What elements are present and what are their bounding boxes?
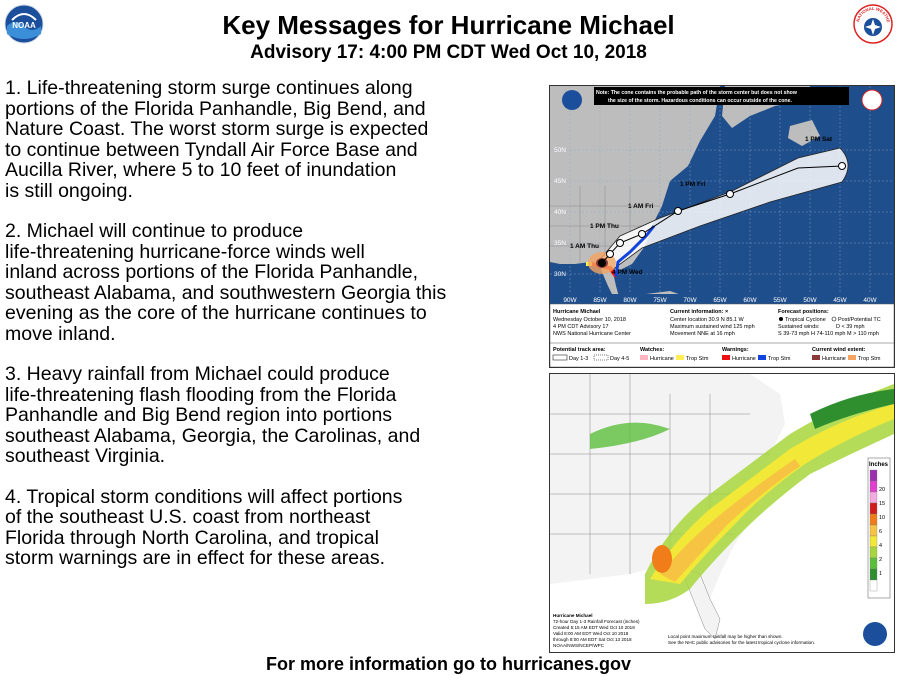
advisory-subtitle: Advisory 17: 4:00 PM CDT Wed Oct 10, 2018	[250, 42, 647, 63]
forecast-point	[617, 240, 624, 247]
rain-legend-value: 10	[879, 515, 886, 521]
rain-note: See the NHC public advisories for the latest tropical cyclone information.	[668, 640, 816, 645]
post-tc-legend: Post/Potential TC	[838, 317, 881, 323]
rain-legend-swatch	[870, 569, 877, 580]
cone-note-line: the size of the storm. Hazardous conditions can occur outside of the cone.	[608, 98, 792, 104]
post-tc-marker-icon	[832, 317, 836, 321]
warnings-label: Warnings:	[722, 347, 749, 353]
ts-wind-swatch	[848, 355, 856, 360]
rain-legend-swatch	[870, 536, 877, 547]
tc-marker-icon	[779, 317, 783, 321]
lon-label: 90W	[563, 297, 577, 304]
cone-note-line: Note: The cone contains the probable path of the storm center but does not show	[596, 90, 797, 96]
rain-caption: NOAA/NWS/NCEP/WPC	[553, 643, 605, 648]
forecast-label: 1 AM Thu	[570, 243, 600, 250]
forecast-point	[727, 191, 734, 198]
forecast-point	[639, 231, 646, 238]
wind-extent-label: Current wind extent:	[812, 347, 866, 353]
depression-legend: D < 39 mph	[836, 324, 865, 330]
rain-caption: Valid 8:00 AM EDT Wed Oct 10 2018	[553, 631, 629, 636]
lon-label: 55W	[773, 297, 787, 304]
key-message-1: 1. Life-threatening storm surge continues along portions of the Florida Panhandle, Big Bend, and Nature Coast. The worst storm surge is expected to continue between Tyndall Air Force Base and Aucilla River, where 5 to 10 feet of inundation is still ongoing.	[5, 77, 429, 202]
lat-label: 35N	[554, 240, 566, 247]
rain-legend-value: 6	[879, 529, 883, 535]
storm-name: Hurricane Michael	[553, 309, 601, 315]
forecast-point	[839, 163, 846, 170]
hurricane-warning-swatch	[722, 355, 730, 360]
hurricane-watch-swatch	[640, 355, 648, 360]
rain-legend-value: 1	[879, 571, 883, 577]
lon-label: 60W	[743, 297, 757, 304]
intensity-legend: S 39-73 mph H 74-110 mph M > 110 mph	[778, 331, 879, 337]
track-area-label: Potential track area:	[553, 347, 606, 353]
max-sustained-wind: Maximum sustained wind 125 mph	[670, 324, 755, 330]
ts-watch-legend: Trop Stm	[686, 356, 709, 362]
day45-legend: Day 4-5	[610, 356, 630, 362]
rain-legend-swatch	[870, 503, 877, 514]
forecast-point	[607, 251, 614, 258]
rain-legend-swatch	[870, 492, 877, 503]
watches-label: Watches:	[640, 347, 665, 353]
rain-caption: Hurricane Michael	[553, 613, 593, 618]
rain-legend-swatch	[870, 558, 877, 569]
nws-small-logo-icon	[862, 90, 882, 110]
rain-legend-swatch	[870, 470, 877, 481]
hurricane-wind-legend: Hurricane	[822, 356, 846, 362]
nws-logo-icon	[853, 4, 893, 44]
rain-legend-swatch	[870, 580, 877, 591]
forecast-label: 1 PM Thu	[590, 223, 619, 230]
lon-label: 65W	[713, 297, 727, 304]
issuing-center: NWS National Hurricane Center	[553, 331, 631, 337]
ts-watch-swatch	[676, 355, 684, 360]
rain-legend-bars	[870, 470, 877, 591]
current-info-label: Current information: ×	[670, 309, 729, 315]
lon-label: 50W	[803, 297, 817, 304]
page-title: Key Messages for Hurricane Michael	[222, 10, 675, 40]
forecast-point-current	[598, 259, 606, 267]
center-location: Center location 30.9 N 85.1 W	[670, 317, 744, 323]
forecast-label: 1 PM Sat	[805, 136, 833, 143]
lat-label: 40N	[554, 209, 566, 216]
storm-movement: Movement NNE at 16 mph	[670, 331, 735, 337]
advisory-date: Wednesday October 10, 2018	[553, 317, 626, 323]
lon-label: 70W	[683, 297, 697, 304]
rain-max-area	[652, 545, 672, 573]
rain-caption: through 8:00 AM EDT Sat Oct 13 2018	[553, 637, 632, 642]
rain-caption: 72-hour Day 1-3 Rainfall Forecast (inches)	[553, 619, 640, 624]
rain-legend-value: 2	[879, 557, 883, 563]
forecast-label: 1 AM Fri	[628, 203, 654, 210]
hurricane-watch-legend: Hurricane	[650, 356, 674, 362]
rain-legend-value: 15	[879, 501, 886, 507]
key-message-3: 3. Heavy rainfall from Michael could produce life-threatening flash flooding from the Florida Panhandle and Big Bend region into portions southeast Alabama, Georgia, the Carolinas, and southeast Virginia.	[5, 363, 421, 467]
forecast-positions-label: Forecast positions:	[778, 309, 829, 315]
rain-note: Local point maximum rainfall may be higher than shown.	[668, 634, 783, 639]
nws-logo-label: NATIONAL WEATHE	[855, 5, 891, 23]
rain-legend-swatch	[870, 514, 877, 525]
rain-legend-title: Inches	[869, 462, 889, 468]
lon-label: 80W	[623, 297, 637, 304]
noaa-rain-logo-icon	[863, 622, 887, 646]
rain-legend-swatch	[870, 547, 877, 558]
rain-caption: Created 5:15 AM EDT Wed Oct 10 2018	[553, 625, 635, 630]
ts-wind-legend: Trop Stm	[858, 356, 881, 362]
forecast-label: 1 PM Fri	[680, 181, 706, 188]
lat-label: 30N	[554, 271, 566, 278]
lon-label: 40W	[863, 297, 877, 304]
lon-label: 45W	[833, 297, 847, 304]
tc-legend: Tropical Cyclone	[785, 317, 826, 323]
key-message-4: 4. Tropical storm conditions will affect portions of the southeast U.S. coast from northeast Florida through North Carolina, and tropical storm warnings are in effect for these areas.	[5, 485, 403, 569]
day13-swatch	[553, 355, 567, 360]
lon-label: 75W	[653, 297, 667, 304]
lat-label: 50N	[554, 147, 566, 154]
rain-legend-value: 4	[879, 543, 883, 549]
key-message-2: 2. Michael will continue to produce life-threatening hurricane-force winds well inland across portions of the Florida Panhandle, southeast Alabama, and southwestern Georgia this evening as the core of the hurricane continues to move inland.	[5, 220, 447, 345]
noaa-logo-label: NOAA	[12, 21, 36, 30]
rain-legend-swatch	[870, 525, 877, 536]
footer-info: For more information go to hurricanes.gov	[265, 654, 632, 674]
noaa-small-logo-icon	[562, 90, 582, 110]
rain-legend-value: 20	[879, 487, 886, 493]
rain-legend-swatch	[870, 481, 877, 492]
sustained-winds-label: Sustained winds:	[778, 324, 820, 330]
track-cone-map	[549, 85, 895, 368]
lat-label: 45N	[554, 178, 566, 185]
rainfall-forecast-map	[549, 373, 895, 653]
hurricane-wind-swatch	[812, 355, 820, 360]
forecast-point	[675, 208, 682, 215]
key-messages	[5, 78, 540, 589]
hurricane-warning-legend: Hurricane	[732, 356, 756, 362]
ts-warning-swatch	[758, 355, 766, 360]
day45-swatch	[594, 355, 608, 360]
forecast-label: 4 PM Wed	[612, 269, 643, 276]
ts-warning-legend: Trop Stm	[768, 356, 791, 362]
lon-label: 85W	[593, 297, 607, 304]
advisory-number: 4 PM CDT Advisory 17	[553, 324, 609, 330]
day13-legend: Day 1-3	[569, 356, 589, 362]
